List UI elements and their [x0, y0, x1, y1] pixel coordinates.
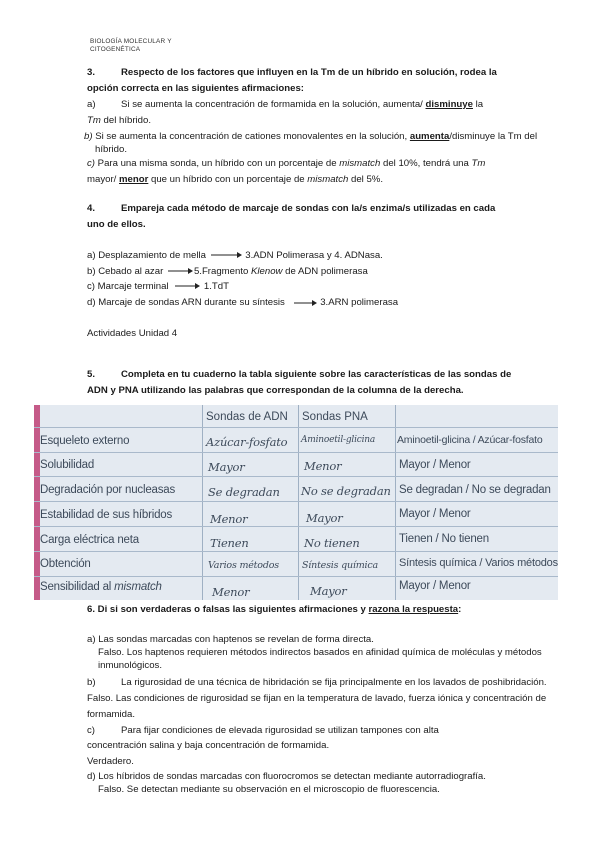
table-row-label: Obtención: [40, 558, 91, 570]
q3-option-a: a) Si se aumenta la concentración de formamida en la solución, aumenta/ disminuye la: [87, 99, 484, 110]
q6-statement-a: a) Las sondas marcadas con haptenos se revelan de forma directa.: [87, 634, 374, 645]
q3-title-line2: opción correcta en las siguientes afirmaciones:: [87, 83, 304, 94]
q6-answer-a-line1: Falso. Los haptenos requieren métodos indirectos basados en afinidad química de moléculas y métodos: [98, 647, 542, 658]
table-cell-options: Tienen / No tienen: [399, 533, 489, 545]
table-cell-pna: No tienen: [304, 536, 360, 550]
q3-title-line1: 3. Respecto de los factores que influyen en la Tm de un híbrido en solución, rodea la: [87, 67, 497, 78]
q5-title-line1: 5. Completa en tu cuaderno la tabla siguiente sobre las características de las sondas de: [87, 369, 512, 380]
q4-item-d: d) Marcaje de sondas ARN durante su síntesis 3.ARN polimerasa: [87, 297, 399, 308]
table-cell-adn: Menor: [212, 585, 250, 599]
table-cell-adn: Se degradan: [208, 485, 280, 499]
q5-title-line2: ADN y PNA utilizando las palabras que correspondan de la columna de la derecha.: [87, 385, 464, 396]
q6-statement-d: d) Los híbridos de sondas marcadas con fluorocromos se detectan mediante autorradiografía.: [87, 771, 486, 782]
q3-option-c: c) Para una misma sonda, un híbrido con un porcentaje de mismatch del 10%, tendrá una Tm: [87, 158, 486, 169]
arrow-right-icon: [209, 251, 243, 259]
table-cell-pna: Mayor: [306, 511, 343, 525]
table-cell-adn: Menor: [210, 512, 248, 526]
table-cell-options: Mayor / Menor: [399, 508, 471, 520]
q3-c-answer: menor: [119, 174, 149, 185]
q3-option-c-line2: mayor/ menor que un híbrido con un porcentaje de mismatch del 5%.: [87, 174, 383, 185]
q6-statement-b: b) La rigurosidad de una técnica de hibridación se fija principalmente en los lavados de poshibridación.: [87, 677, 547, 688]
q5-number: 5.: [87, 369, 96, 380]
table-cell-adn: Tienen: [210, 536, 249, 550]
document-header: [90, 38, 172, 54]
probes-comparison-table: [34, 405, 558, 600]
table-cell-pna: Síntesis química: [302, 560, 378, 571]
activities-heading: Actividades Unidad 4: [87, 328, 178, 339]
table-header-adn: Sondas de ADN: [206, 411, 288, 423]
table-row-label: Solubilidad: [40, 459, 95, 471]
header-line-1: BIOLOGÍA MOLECULAR Y: [90, 38, 172, 45]
table-cell-pna: Mayor: [310, 584, 347, 598]
q4-item-a: a) Desplazamiento de mella 3.ADN Polimerasa y 4. ADNasa.: [87, 250, 383, 261]
table-cell-adn: Azúcar-fosfato: [206, 435, 288, 449]
q6-title: 6. Di si son verdaderas o falsas las siguientes afirmaciones y razona la respuesta:: [87, 604, 462, 615]
q4-number: 4.: [87, 203, 96, 214]
table-cell-options: Síntesis química / Varios métodos: [399, 557, 558, 569]
header-line-2: CITOGENÉTICA: [90, 46, 141, 53]
q3-option-a-line2: Tm del híbrido.: [87, 115, 151, 126]
arrow-right-icon: [288, 297, 318, 307]
table-header-pna: Sondas PNA: [302, 411, 368, 423]
table-cell-options: Se degradan / No se degradan: [399, 484, 551, 496]
table-cell-options: Aminoetil-glicina / Azúcar-fosfato: [397, 434, 543, 446]
q3-b-answer: aumenta: [409, 131, 450, 142]
q6-answer-c: Verdadero.: [87, 756, 134, 767]
table-cell-adn: Mayor: [208, 460, 245, 474]
table-row-label: Sensibilidad al mismatch: [40, 581, 162, 593]
table-row-label: Degradación por nucleasas: [40, 484, 176, 496]
table-row-label: Esqueleto externo: [40, 435, 130, 447]
q6-answer-a-line2: inmunológicos.: [98, 660, 162, 671]
table-cell-options: Mayor / Menor: [399, 580, 471, 592]
q3-number: 3.: [87, 67, 96, 78]
table-cell-options: Mayor / Menor: [399, 459, 471, 471]
q6-answer-d: Falso. Se detectan mediante su observación en el microscopio de fluorescencia.: [98, 784, 440, 795]
q4-item-b: b) Cebado al azar 5.Fragmento Klenow de ADN polimerasa: [87, 266, 368, 277]
arrow-right-icon: [171, 282, 201, 290]
table-cell-pna: Aminoetil-glicina: [301, 435, 376, 445]
q4-title-line1: 4. Empareja cada método de marcaje de sondas con la/s enzima/s utilizadas en cada: [87, 203, 496, 214]
table-row-label: Carga eléctrica neta: [40, 534, 139, 546]
q6-statement-c: c) Para fijar condiciones de elevada rigurosidad se utilizan tampones con alta: [87, 725, 439, 736]
q6-statement-c-line2: concentración salina y baja concentración de formamida.: [87, 740, 330, 751]
arrow-right-icon: [166, 267, 194, 275]
table-cell-pna: No se degradan: [301, 484, 391, 498]
q6-answer-b-line2: formamida.: [87, 709, 135, 720]
q4-item-c: c) Marcaje terminal 1.TdT: [87, 281, 229, 292]
table-row-label: Estabilidad de sus híbridos: [40, 509, 173, 521]
q4-title-line2: uno de ellos.: [87, 219, 146, 230]
q3-option-b-line2: híbrido.: [95, 144, 127, 155]
q3-option-b: b) Si se aumenta la concentración de cationes monovalentes en la solución, aumenta/disminuye la Tm del: [84, 131, 538, 142]
q6-answer-b-line1: Falso. Las condiciones de rigurosidad se fijan en la temperatura de lavado, fuerza iónica y concentración de: [87, 693, 547, 704]
q3-a-answer: disminuye: [425, 99, 473, 110]
table-cell-pna: Menor: [304, 459, 342, 473]
table-cell-adn: Varios métodos: [208, 560, 279, 571]
